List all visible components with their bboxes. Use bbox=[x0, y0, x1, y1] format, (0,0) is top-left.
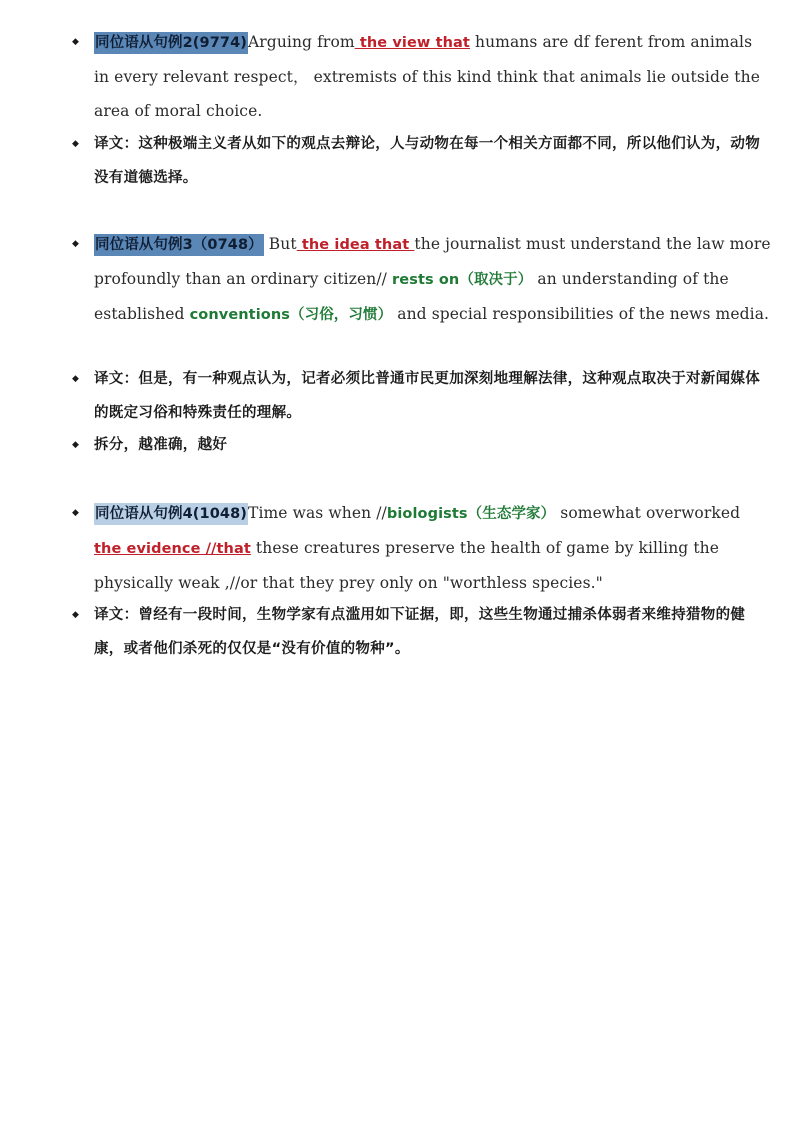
example-3-green-term-1: rests on（取决于） bbox=[392, 272, 533, 288]
example-2-translation-item bbox=[72, 127, 772, 195]
example-3-red-term: the idea that bbox=[296, 237, 415, 253]
example-3-label: 同位语从句例3（0748） bbox=[94, 234, 264, 256]
example-2-segment-2: humans are df ferent from animals in every relevant respect， extremists of this kind think that animals lie outside the area of moral choice. bbox=[94, 33, 760, 120]
example-3-translation-item bbox=[72, 362, 772, 430]
bullet-icon: ◆ bbox=[72, 37, 79, 47]
example-3-translation: 译文：但是，有一种观点认为，记者必须比普通市民更加深刻地理解法律，这种观点取决于对新闻媒体的既定习俗和特殊责任的理解。 bbox=[94, 371, 760, 421]
bullet-icon: ◆ bbox=[72, 508, 79, 518]
example-3-segment-3: an understanding of the established bbox=[94, 270, 729, 323]
example-3-segment-1: But bbox=[268, 235, 297, 253]
bullet-icon: ◆ bbox=[72, 374, 79, 384]
bullet-icon: ◆ bbox=[72, 239, 79, 249]
bullet-icon: ◆ bbox=[72, 139, 79, 149]
example-4-translation: 译文：曾经有一段时间，生物学家有点滥用如下证据，即，这些生物通过捕杀体弱者来维持猎物的健康，或者他们杀死的仅仅是“没有价值的物种”。 bbox=[94, 607, 746, 657]
example-4-segment-2: somewhat overworked bbox=[555, 504, 741, 522]
example-2-red-term: the view that bbox=[354, 35, 470, 51]
example-3-note: 拆分，越准确，越好 bbox=[94, 437, 228, 453]
example-4-red-term: the evidence //that bbox=[94, 541, 251, 557]
example-4-item bbox=[72, 496, 772, 600]
example-4-label: 同位语从句例4(1048) bbox=[94, 503, 248, 525]
example-3-segment-4: and special responsibilities of the news media. bbox=[392, 305, 770, 323]
example-4-text bbox=[94, 496, 772, 600]
example-2-label: 同位语从句例2(9774) bbox=[94, 32, 248, 54]
example-2-segment-1: Arguing from bbox=[248, 33, 355, 51]
bullet-icon: ◆ bbox=[72, 610, 79, 620]
example-3-note-item bbox=[72, 428, 772, 462]
example-3-green-term-2: conventions（习俗，习惯） bbox=[189, 307, 393, 323]
example-2-text bbox=[94, 25, 772, 128]
example-4-segment-1: Time was when // bbox=[248, 504, 387, 522]
bullet-icon: ◆ bbox=[72, 440, 79, 450]
example-3-item bbox=[72, 227, 772, 332]
example-3-text bbox=[94, 227, 772, 332]
example-2-translation: 译文：这种极端主义者从如下的观点去辩论，人与动物在每一个相关方面都不同，所以他们认为，动物没有道德选择。 bbox=[94, 136, 760, 186]
example-4-segment-3: these creatures preserve the health of game by killing the physically weak ,//or that they prey only on "worthless species." bbox=[94, 539, 720, 592]
example-2-item bbox=[72, 25, 772, 128]
example-3-segment-2: the journalist must understand the law more profoundly than an ordinary citizen// bbox=[94, 235, 771, 288]
example-4-green-term: biologists（生态学家） bbox=[386, 506, 556, 522]
example-4-translation-item bbox=[72, 598, 772, 666]
